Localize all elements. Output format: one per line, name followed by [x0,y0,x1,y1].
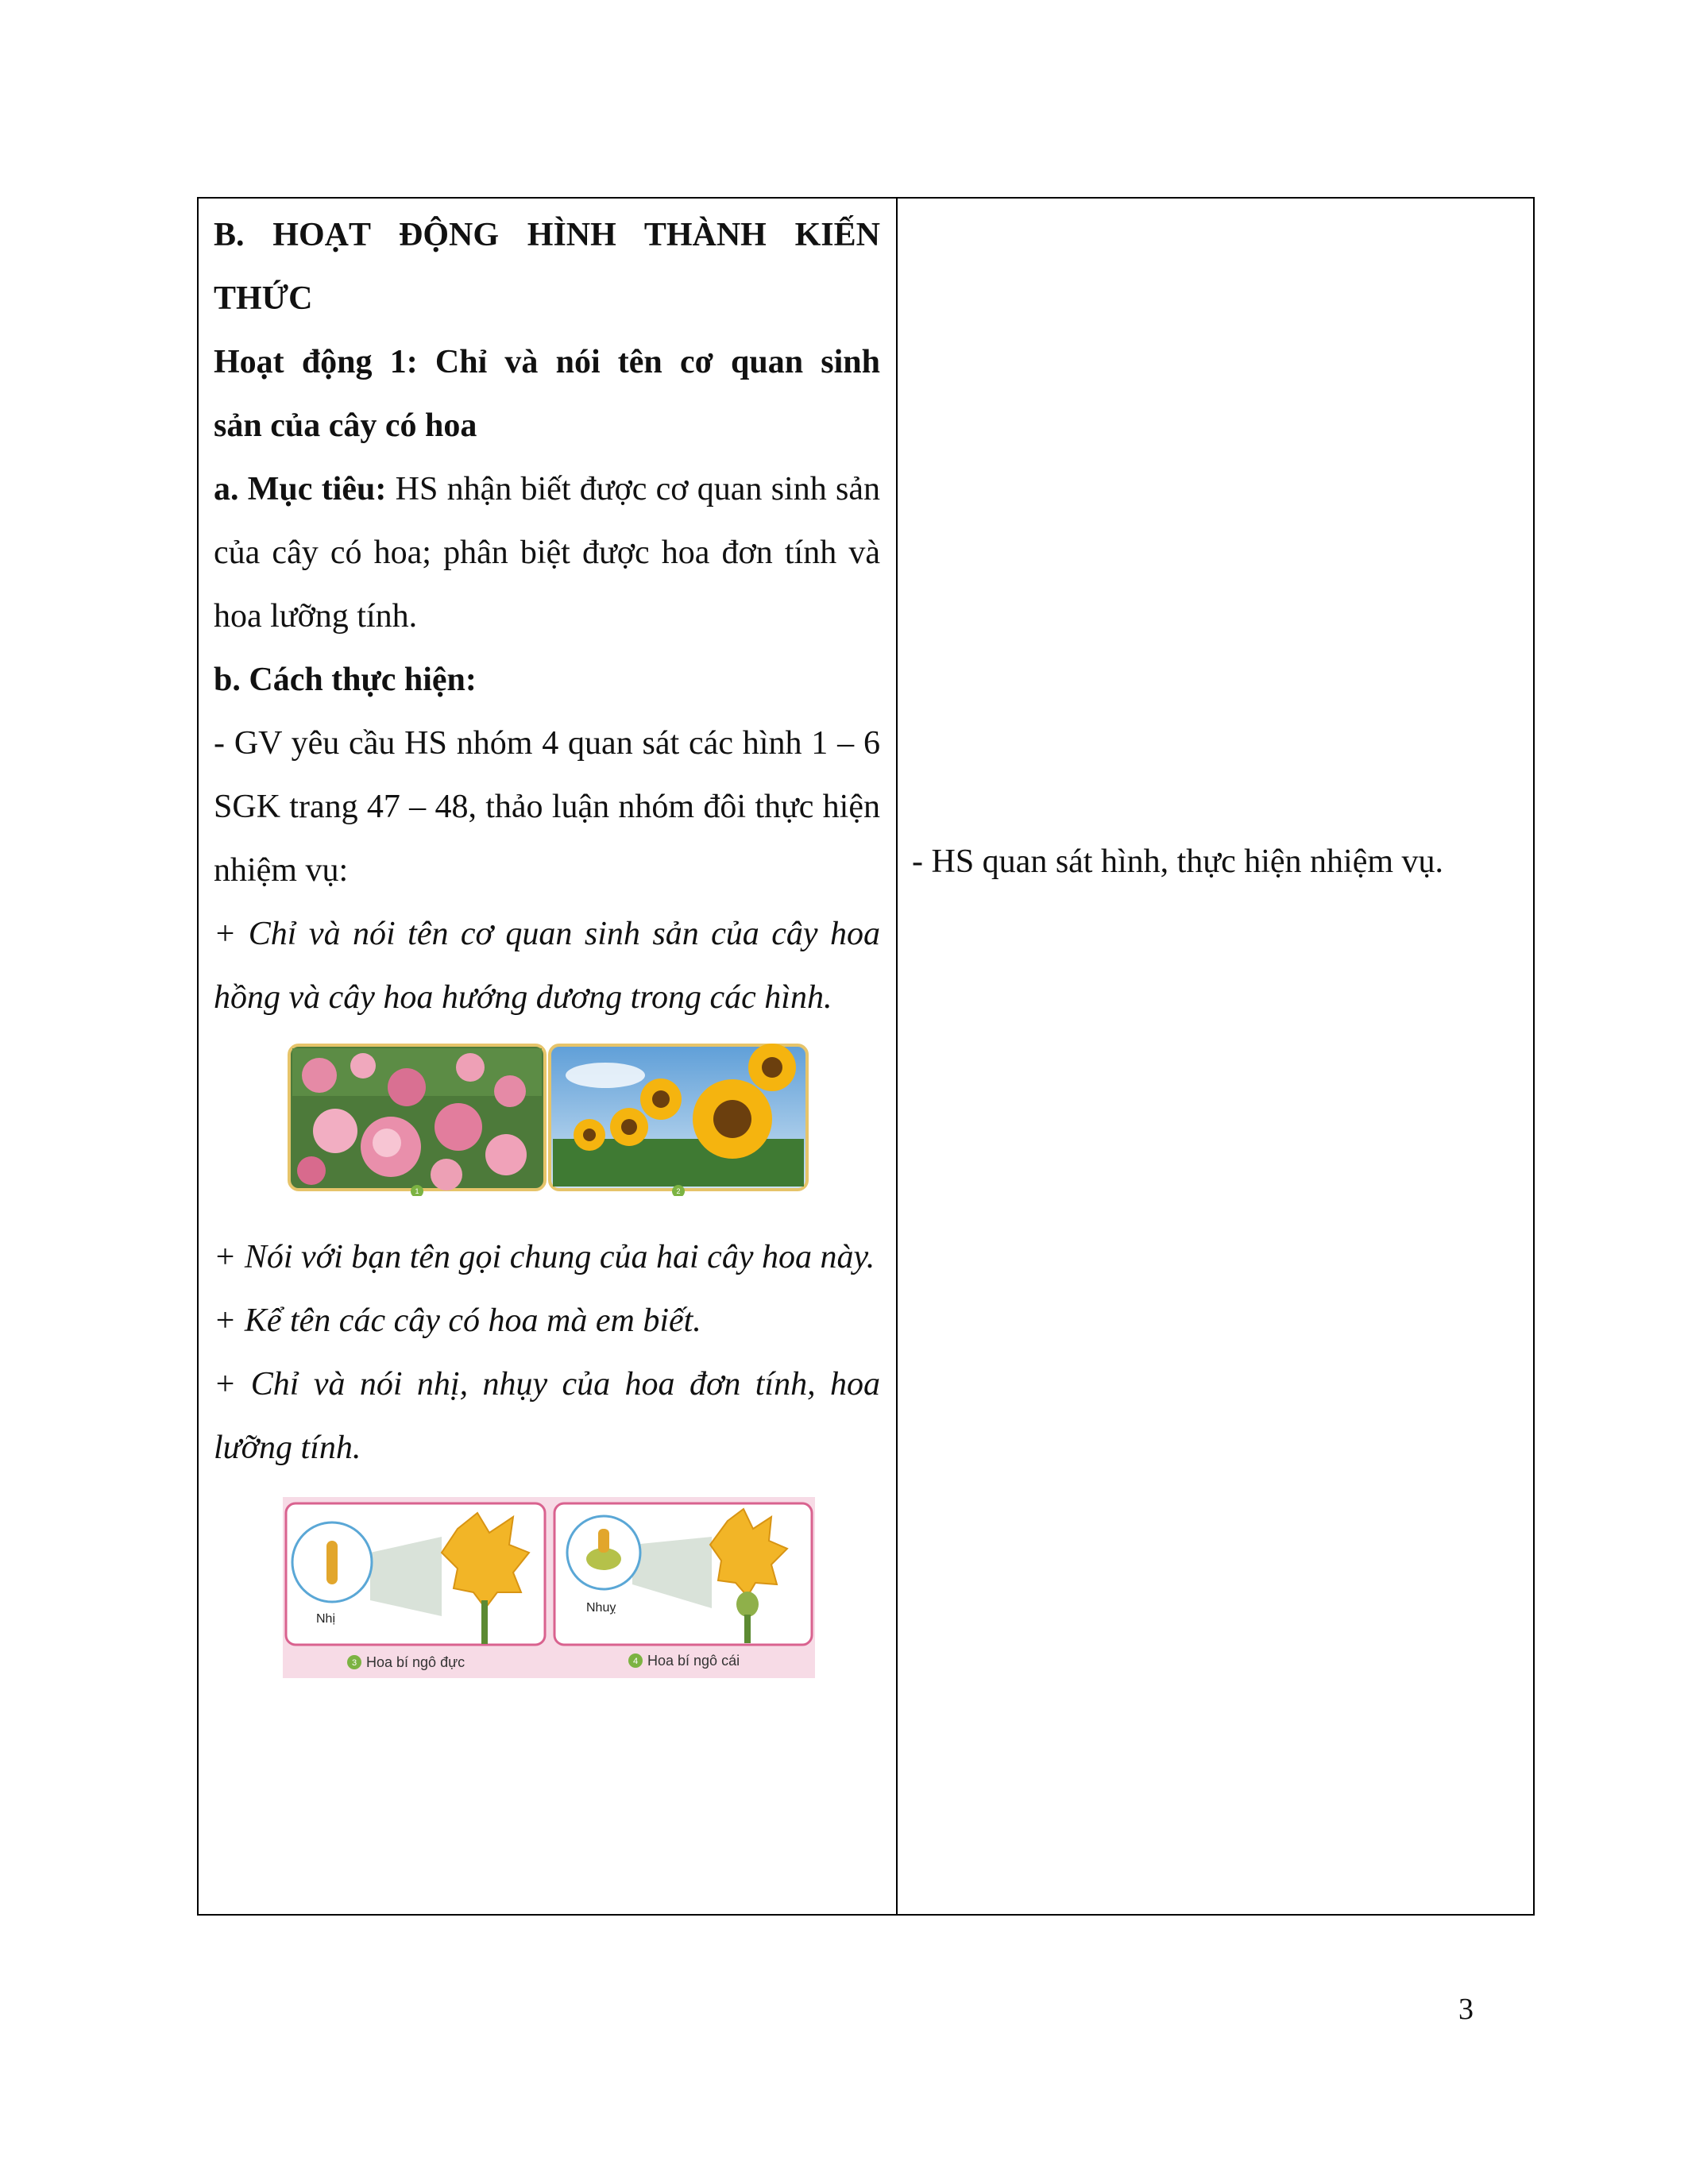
section-title-line1: B. HOẠT ĐỘNG HÌNH THÀNH KIẾN [214,217,880,253]
activity-title-line2: sản của cây có hoa [214,407,477,444]
student-activity-column [898,199,1533,1914]
male-flower-card [286,1503,545,1645]
caption-male-flower: Hoa bí ngô đực [366,1654,465,1670]
teacher-instruction: - GV yêu cầu HS nhóm 4 quan sát các hình 1 – 6 SGK trang 47 – 48, thảo luận nhóm đôi thực hiện nhiệm vụ: [214,725,880,889]
student-response: - HS quan sát hình, thực hiện nhiệm vụ. [912,843,1444,880]
section-title-line2: THỨC [214,280,313,317]
method-label: b. Cách thực hiện: [214,662,477,698]
task-3: + Kể tên các cây có hoa mà em biết. [214,1302,701,1339]
rose-sunflower-figure [288,1044,810,1196]
figure-badge-1-text: 1 [415,1187,419,1195]
female-flower-card [554,1503,812,1645]
pistil-label: Nhuỵ [586,1601,616,1615]
sunflower-field-image [550,1044,807,1190]
objective-label: a. Mục tiêu: [214,471,387,507]
task-2: + Nói với bạn tên gọi chung của hai cây hoa này. [214,1239,875,1275]
activity-title-line1: Hoạt động 1: Chỉ và nói tên cơ quan sinh [214,344,880,380]
teacher-activity-column [199,199,898,1914]
pumpkin-flower-figure [283,1497,815,1678]
caption-female-flower: Hoa bí ngô cái [647,1653,740,1669]
objective-text: HS nhận biết được cơ quan sinh sản của cây có hoa; phân biệt được hoa đơn tính và hoa lưỡng tính. [214,471,880,635]
rose-garden-image [289,1045,545,1190]
task-4: + Chỉ và nói nhị, nhụy của hoa đơn tính, hoa lưỡng tính. [214,1366,880,1466]
lesson-table [197,197,1535,1916]
stamen-label: Nhị [316,1612,336,1626]
objective-paragraph [214,457,880,648]
task-1: + Chỉ và nói tên cơ quan sinh sản của cây hoa hồng và cây hoa hướng dương trong các hình. [214,916,880,1016]
figure-badge-3-text: 3 [351,1658,357,1668]
figure-badge-4-text: 4 [632,1657,639,1666]
figure-badge-2-text: 2 [676,1187,681,1195]
page-number: 3 [1458,1993,1474,2026]
